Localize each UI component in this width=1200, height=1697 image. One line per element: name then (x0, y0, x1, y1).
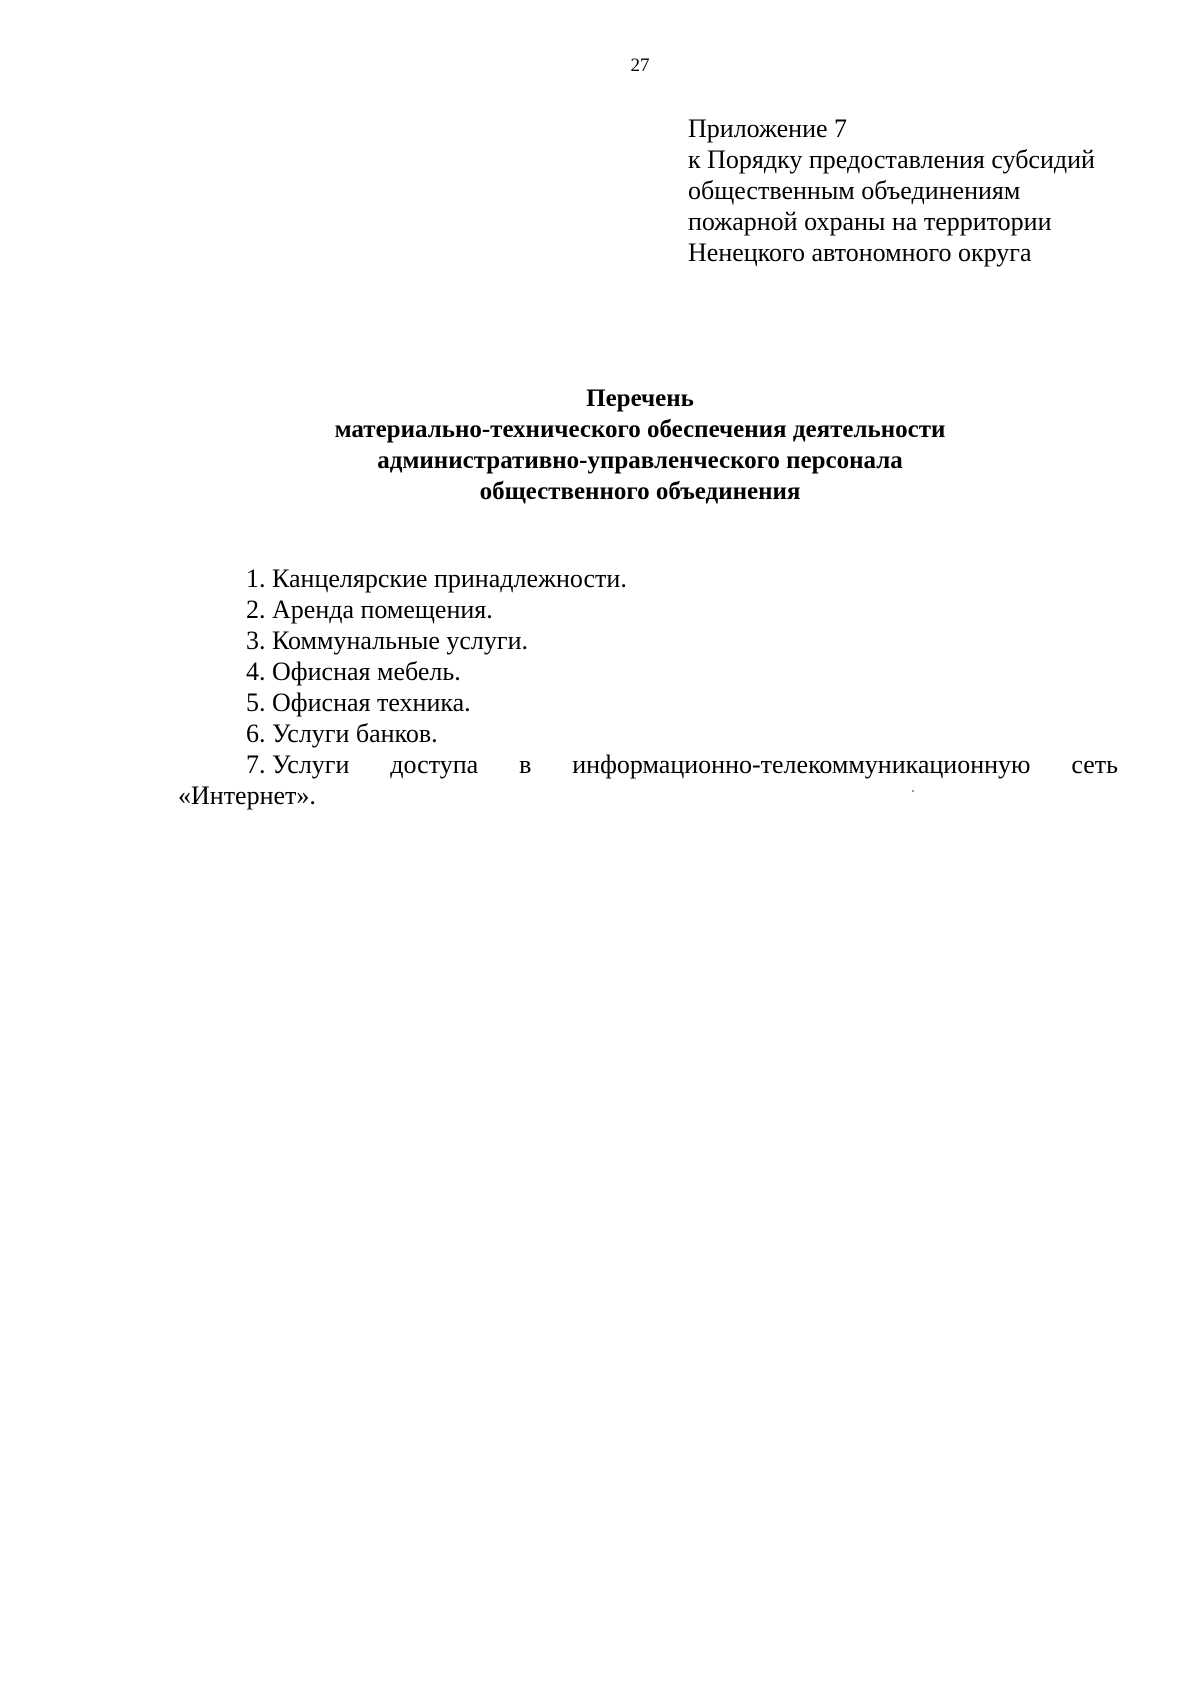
list-item: 2. Аренда помещения. (246, 595, 493, 624)
list-item: 4. Офисная мебель. (246, 657, 461, 686)
title-line: общественного объединения (479, 478, 801, 505)
appendix-line: Ненецкого автономного округа (688, 238, 1032, 267)
appendix-line: общественным объединениям (688, 176, 1021, 205)
item7-word: сеть (1071, 750, 1118, 779)
list-item: 6. Услуги банков. (246, 719, 438, 748)
item7-word: доступа (390, 750, 479, 779)
appendix-line: к Порядку предоставления субсидий (688, 145, 1095, 174)
appendix-line: Приложение 7 (688, 114, 848, 143)
appendix-reference (688, 113, 1168, 268)
title-line: административно-управленческого персонала (377, 447, 903, 474)
item7-word: информационно-телекоммуникационную (572, 750, 1031, 779)
title-line: материально-технического обеспечения деятельности (334, 416, 946, 443)
list-item-7 (178, 749, 1118, 780)
title-line: Перечень (586, 385, 694, 412)
list-item: 5. Офисная техника. (246, 688, 471, 717)
appendix-line: пожарной охраны на территории (688, 207, 1052, 236)
items-list (178, 563, 1118, 811)
list-item: 1. Канцелярские принадлежности. (246, 564, 627, 593)
page-number: 27 (630, 55, 650, 76)
list-item: 3. Коммунальные услуги. (246, 626, 528, 655)
item7-continuation: «Интернет». (178, 781, 316, 810)
document-title (200, 383, 1080, 507)
scan-speck (912, 790, 914, 792)
item7-word: 7. Услуги (246, 750, 350, 779)
item7-word: в (519, 750, 532, 779)
